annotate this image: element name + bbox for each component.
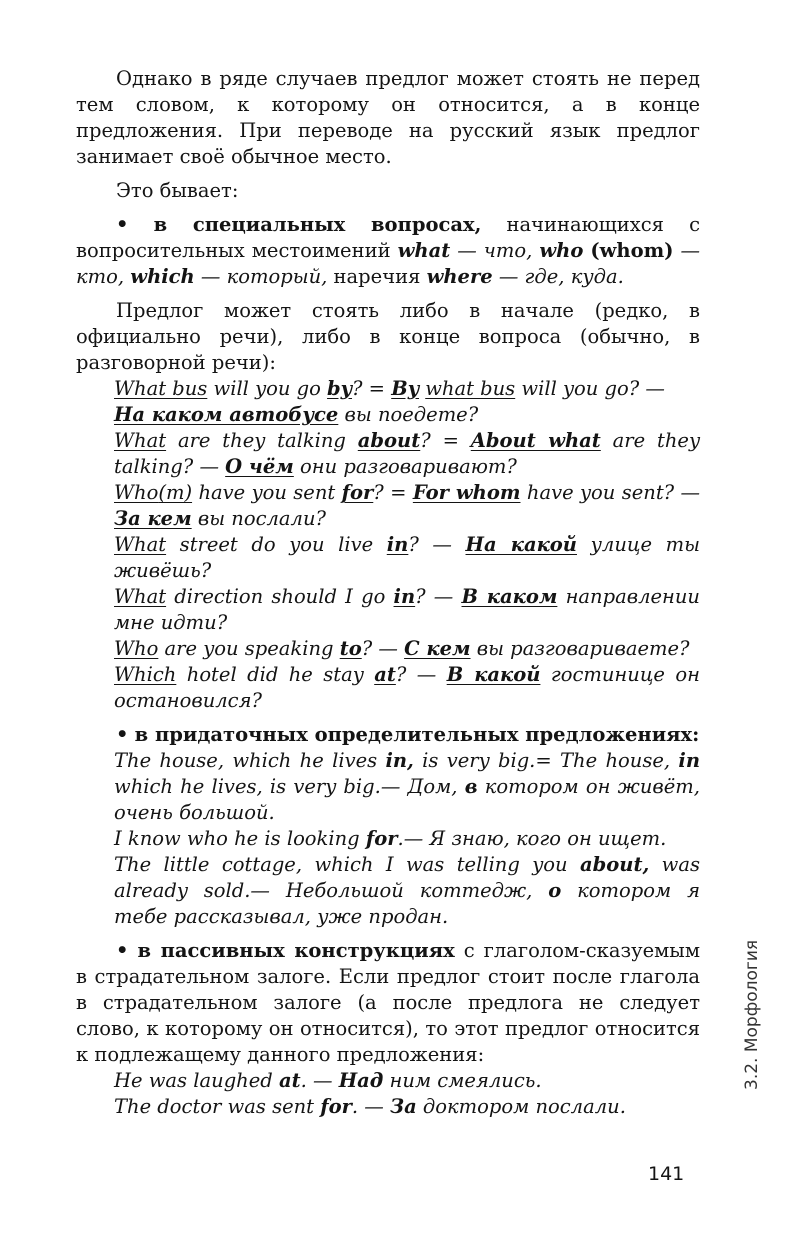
text-run: ? — (361, 637, 405, 660)
translation: — где, куда. (492, 265, 624, 288)
section-heading: в специальных вопросах, (153, 213, 482, 236)
bullet: • (116, 723, 129, 746)
section-heading: в пассивных конструкциях (137, 939, 455, 962)
intro-paragraph: Однако в ряде случаев предлог может стоять не перед тем словом, к которому он относится, а в конце предложения. При переводе на русский язык предлог занимает своё обычное место. (76, 67, 700, 168)
preposition: for (320, 1095, 352, 1118)
underlined: Which (114, 663, 177, 686)
preposition: at (278, 1069, 301, 1092)
section-passive (76, 938, 700, 1068)
translation: — что, (450, 239, 540, 262)
preposition: На каком автобусе (114, 403, 339, 426)
text-run: The house, which he lives (114, 749, 386, 772)
text-run: are they talking? — (114, 429, 700, 478)
preposition: о (548, 879, 562, 902)
text-run: ? = (420, 429, 471, 452)
preposition: to (339, 637, 362, 660)
term: who (539, 239, 584, 262)
bullet: • (116, 213, 129, 236)
page-content (76, 66, 700, 1120)
examples-block (114, 376, 700, 714)
translation: — кто, (76, 239, 700, 288)
preposition: На какой (465, 533, 577, 556)
intro-lead: Это бывает: (116, 179, 239, 202)
preposition: about (357, 429, 421, 452)
preposition: За (390, 1095, 417, 1118)
preposition: at (374, 663, 396, 686)
preposition: in (386, 533, 409, 556)
text-run: direction should I go (166, 585, 394, 608)
underlined: what bus (425, 377, 516, 400)
text-run: which he lives, is very big.— Дом, (114, 775, 465, 798)
text-run: ? — (415, 585, 462, 608)
preposition: О чём (225, 455, 294, 478)
text-run: улице ты живёшь? (114, 533, 700, 582)
underlined: What (114, 585, 167, 608)
preposition: в (464, 775, 478, 798)
example (114, 480, 700, 532)
text-run: ? = (352, 377, 392, 400)
example (114, 748, 700, 826)
text-run: will you go? — (515, 377, 665, 400)
examples-block (114, 748, 700, 930)
text-run: The doctor was sent (114, 1095, 321, 1118)
preposition: for (341, 481, 374, 504)
term: where (426, 265, 493, 288)
example (114, 1094, 700, 1120)
preposition: For whom (412, 481, 521, 504)
underlined: What (114, 429, 167, 452)
example (114, 532, 700, 584)
preposition: for (365, 827, 398, 850)
translation: — который, (194, 265, 328, 288)
example (114, 584, 700, 636)
text-run: are you speaking (158, 637, 340, 660)
preposition: By (391, 377, 420, 400)
section-relative-clauses (76, 722, 700, 748)
text-run: вы разговариваете? (470, 637, 690, 660)
running-head: 3.2. Морфология (742, 939, 762, 1090)
example (114, 428, 700, 480)
text-run: наречия (327, 265, 427, 288)
text-run: котором я тебе рассказывал, уже продан. (114, 879, 700, 928)
text-run: .— Я знаю, кого он ищет. (397, 827, 667, 850)
preposition: В каком (461, 585, 558, 608)
text-run: они разговаривают? (293, 455, 517, 478)
example (114, 1068, 700, 1094)
term: which (130, 265, 195, 288)
text-run: . — (300, 1069, 339, 1092)
text-run: street do you live (166, 533, 387, 556)
underlined: Who (114, 637, 159, 660)
underlined: (m) (158, 481, 193, 504)
term: (whom) (590, 239, 674, 262)
bullet: • (116, 939, 129, 962)
page-number: 141 (648, 1163, 685, 1185)
underlined: What (114, 533, 167, 556)
text-run: направлении мне идти? (114, 585, 700, 634)
text-run: ? — (395, 663, 447, 686)
text-run: . — (351, 1095, 390, 1118)
example (114, 662, 700, 714)
text-run: have you sent (192, 481, 342, 504)
preposition: in (393, 585, 416, 608)
text-run: ? — (408, 533, 466, 556)
preposition: За кем (114, 507, 192, 530)
text-run: have you sent? — (520, 481, 700, 504)
text-run: ? = (373, 481, 413, 504)
preposition: В какой (446, 663, 541, 686)
text-run: are they talking (166, 429, 358, 452)
underlined: What bus (114, 377, 208, 400)
text-run: котором он живёт, очень большой. (114, 775, 700, 824)
section-heading: в придаточных определительных предложениях: (134, 723, 700, 746)
preposition: Над (338, 1069, 384, 1092)
text-run: The little cottage, which I was telling you (114, 853, 580, 876)
examples-block (114, 1068, 700, 1120)
example (114, 636, 700, 662)
text-run: I know who he is looking (114, 827, 366, 850)
preposition: About what (470, 429, 601, 452)
text-run: вы поедете? (338, 403, 479, 426)
text-run: was already sold.— Небольшой коттедж, (114, 853, 700, 902)
example (114, 376, 700, 428)
preposition: in, (385, 749, 414, 772)
text-run: ним смеялись. (383, 1069, 542, 1092)
term: what (397, 239, 451, 262)
preposition: in (678, 749, 700, 772)
underlined: Who (114, 481, 159, 504)
preposition: С кем (404, 637, 471, 660)
text-run: is very big.= The house, (413, 749, 679, 772)
text-run: с глаголом-сказуемым в страдательном залоге. Если предлог стоит после глагола в страдательном залоге (а после предлога не следует слово, к которому он относится), то этот предлог относится к подлежащему данного предложения: (76, 939, 700, 1066)
text-run: He was laughed (114, 1069, 279, 1092)
example (114, 852, 700, 930)
text-run: доктором послали. (416, 1095, 626, 1118)
section-special-questions (76, 212, 700, 290)
preposition: by (327, 377, 353, 400)
text-run: начинающихся с вопросительных местоимений (76, 213, 700, 262)
example (114, 826, 700, 852)
section-paragraph: Предлог может стоять либо в начале (редко, в официально речи), либо в конце вопроса (обычно, в разговорной речи): (76, 299, 700, 374)
text-run: will you go (207, 377, 328, 400)
preposition: about, (580, 853, 650, 876)
text-run: вы послали? (191, 507, 326, 530)
text-run: гостинице он остановился? (114, 663, 700, 712)
text-run: hotel did he stay (176, 663, 375, 686)
